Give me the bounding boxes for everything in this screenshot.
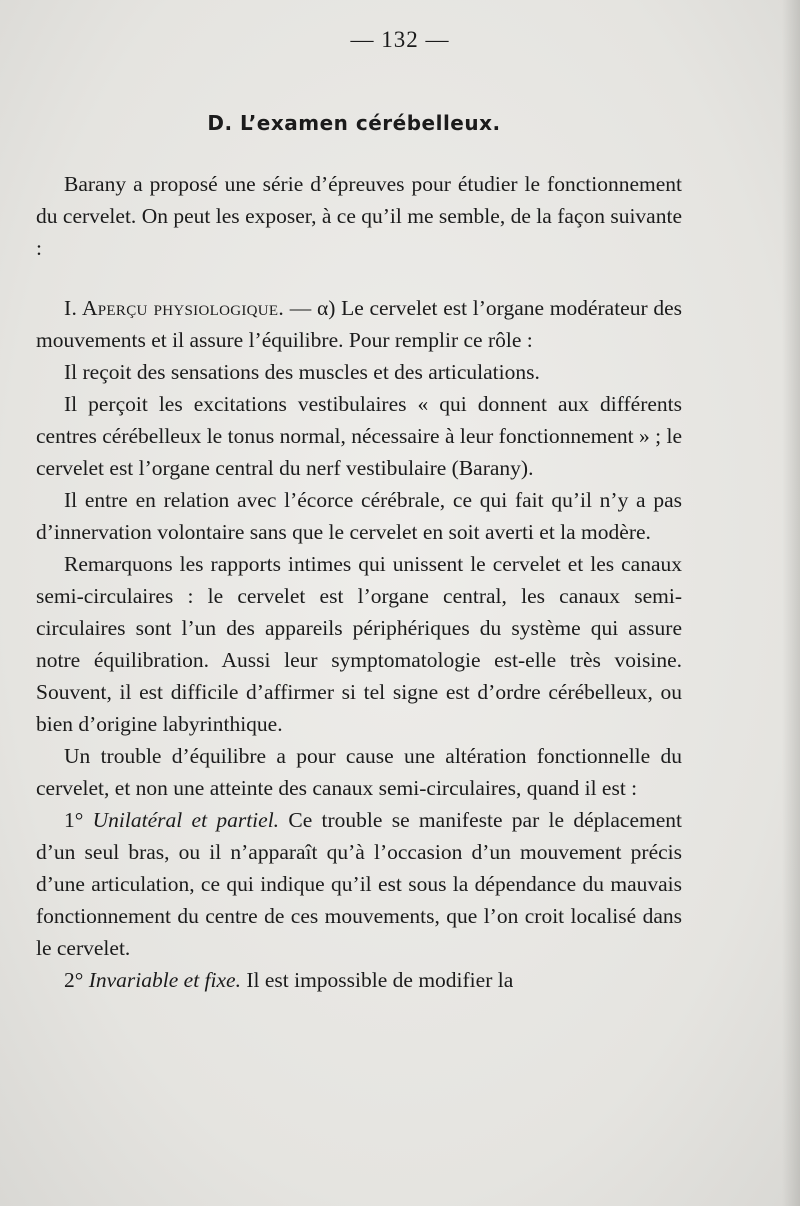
paragraph-sensations: Il reçoit des sensations des muscles et des articulations. xyxy=(64,360,540,384)
unilateral-label: Unilatéral et partiel. xyxy=(92,808,280,832)
paragraph-physiology xyxy=(36,292,682,356)
section-heading: D. L’examen cérébelleux. xyxy=(207,111,501,135)
unilateral-text: Ce trouble se manifeste par le déplacement d’un seul bras, ou il n’apparaît qu’à l’occasion d’un mouvement précis d’une articulation, ce qui indique qu’il est sous la dépendance du mauvais fonctionnement du centre de ces mouvements, que l’on croit localisé dans le cervelet. xyxy=(36,808,682,960)
paragraph-canals: Remarquons les rapports intimes qui unissent le cervelet et les canaux semi-circulaires : le cervelet est l’organe central, les canaux semi-circulaires sont l’un des appareils périphériques du système qui assure notre équilibration. Aussi leur symptomatologie est-elle très voisine. Souvent, il est difficile d’affirmer si tel signe est d’ordre cérébelleux, ou bien d’origine labyrinthique. xyxy=(36,552,682,736)
paragraph-balance-disorder: Un trouble d’équilibre a pour cause une altération fonctionnelle du cervelet, et non une atteinte des canaux semi-circulaires, quand il est : xyxy=(36,744,682,800)
paragraph-cortex: Il entre en relation avec l’écorce cérébrale, ce qui fait qu’il n’y a pas d’innervation volontaire sans que le cervelet en soit averti et la modère. xyxy=(36,488,682,544)
invariable-text: Il est impossible de modifier la xyxy=(240,968,514,992)
paragraph-invariable xyxy=(36,964,682,996)
body-text xyxy=(36,168,682,996)
physiology-text: — α) Le cervelet est l’organe modérateur des mouvements et il assure l’équilibre. Pour remplir ce rôle : xyxy=(36,296,683,352)
item-number-2: 2° xyxy=(64,968,89,992)
invariable-label: Invariable et fixe. xyxy=(88,968,241,992)
physiology-label: I. Aperçu physiologique. xyxy=(64,296,285,320)
paragraph-vestibular: Il perçoit les excitations vestibulaires « qui donnent aux différents centres cérébelleux le tonus normal, nécessaire à leur fonctionnement » ; le cervelet est l’organe central du nerf vestibulaire (Barany). xyxy=(36,392,682,480)
paragraph-unilateral xyxy=(36,804,682,964)
item-number-1: 1° xyxy=(64,808,93,832)
paragraph-intro: Barany a proposé une série d’épreuves pour étudier le fonctionnement du cervelet. On peut les exposer, à ce qu’il me semble, de la façon suivante : xyxy=(36,172,682,260)
page-number: — 132 — xyxy=(350,27,450,52)
